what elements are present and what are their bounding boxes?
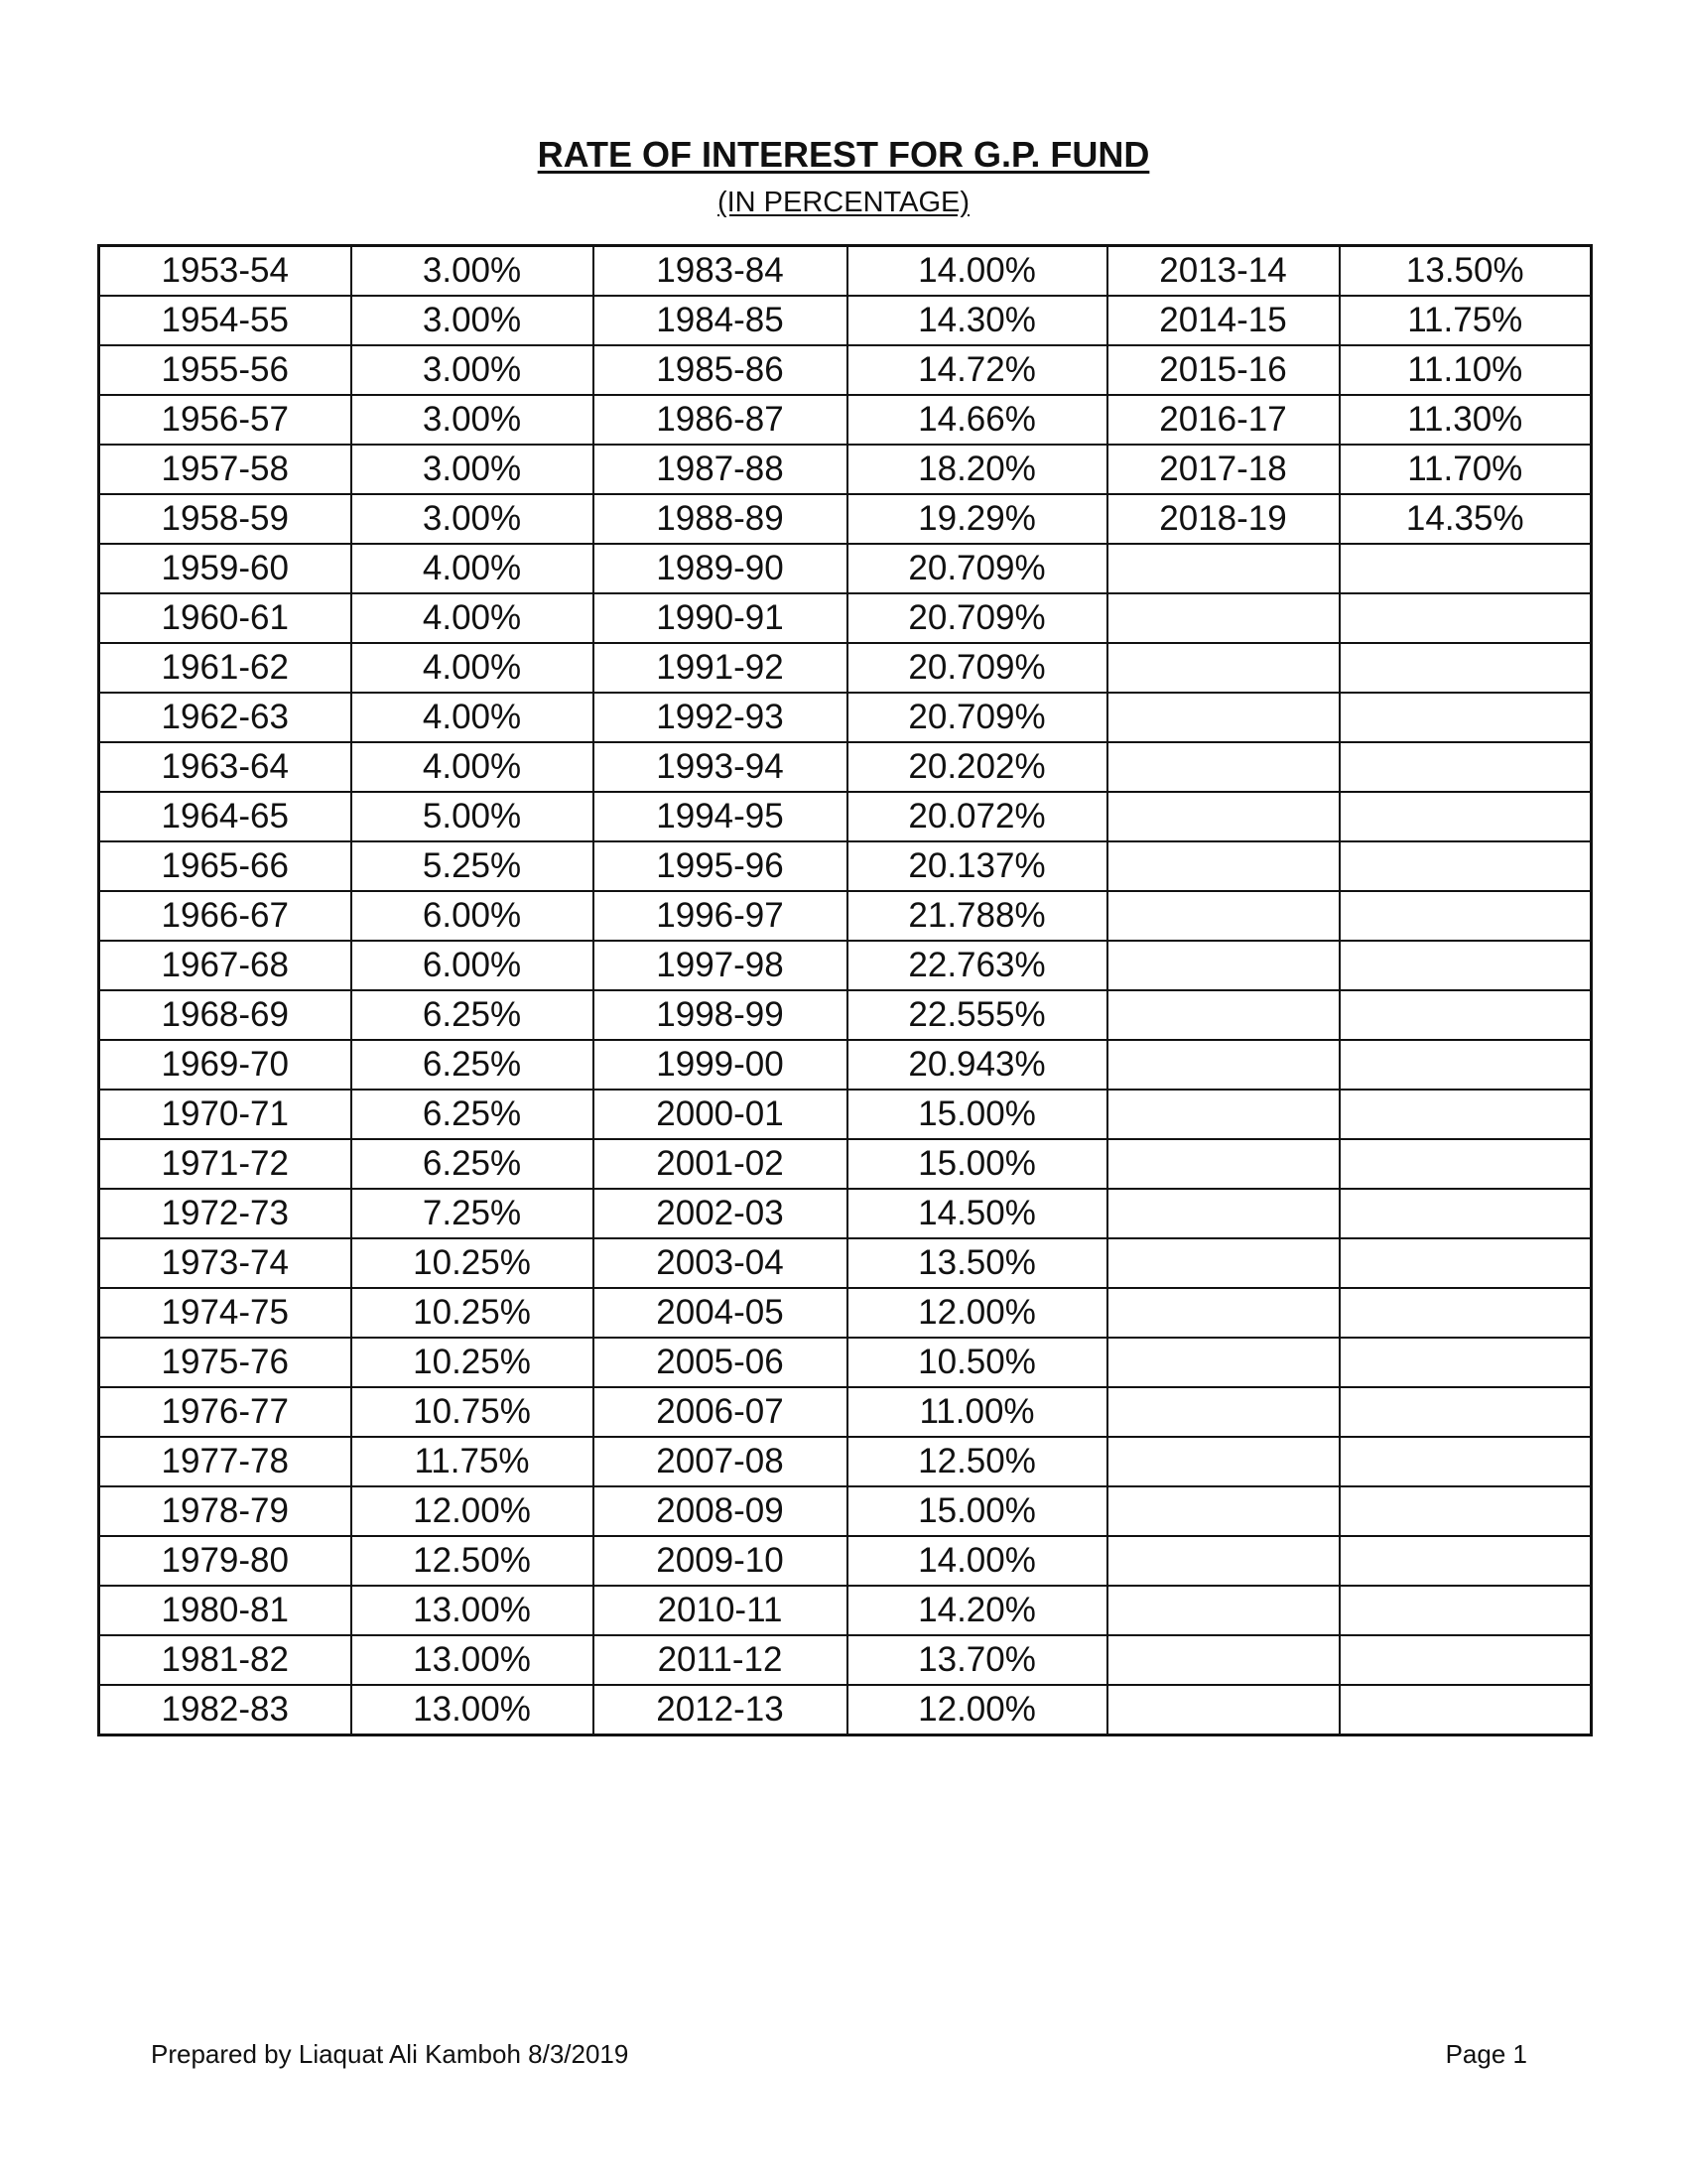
rate-cell: 6.25% (351, 1090, 593, 1139)
rate-cell: 18.20% (847, 445, 1107, 494)
rate-cell: 10.25% (351, 1238, 593, 1288)
year-cell: 1972-73 (99, 1189, 351, 1238)
rate-cell: 6.25% (351, 1139, 593, 1189)
rate-cell: 6.00% (351, 941, 593, 990)
table-row (99, 1536, 1592, 1586)
rate-cell: 20.709% (847, 593, 1107, 643)
year-cell: 1986-87 (593, 395, 847, 445)
rate-cell: 3.00% (351, 296, 593, 345)
year-cell: 1983-84 (593, 246, 847, 297)
year-cell (1107, 1437, 1340, 1486)
table-row (99, 494, 1592, 544)
rate-cell (1340, 1090, 1592, 1139)
rate-cell: 4.00% (351, 593, 593, 643)
rate-cell (1340, 1387, 1592, 1437)
rate-cell (1340, 941, 1592, 990)
rate-cell: 20.137% (847, 841, 1107, 891)
year-cell: 2013-14 (1107, 246, 1340, 297)
table-row (99, 1635, 1592, 1685)
year-cell (1107, 1189, 1340, 1238)
year-cell: 1993-94 (593, 742, 847, 792)
rate-cell (1340, 643, 1592, 693)
rate-cell: 12.00% (847, 1685, 1107, 1735)
table-row (99, 1685, 1592, 1735)
year-cell: 1964-65 (99, 792, 351, 841)
rate-cell: 10.50% (847, 1338, 1107, 1387)
rate-cell: 22.763% (847, 941, 1107, 990)
year-cell: 1966-67 (99, 891, 351, 941)
rate-cell: 14.00% (847, 246, 1107, 297)
year-cell (1107, 1288, 1340, 1338)
year-cell (1107, 1238, 1340, 1288)
year-cell (1107, 990, 1340, 1040)
table-row (99, 1387, 1592, 1437)
table-row (99, 1139, 1592, 1189)
rate-cell: 13.00% (351, 1685, 593, 1735)
year-cell: 1965-66 (99, 841, 351, 891)
year-cell: 1992-93 (593, 693, 847, 742)
rate-cell: 20.709% (847, 544, 1107, 593)
year-cell: 2010-11 (593, 1586, 847, 1635)
rate-cell (1340, 1635, 1592, 1685)
year-cell (1107, 1040, 1340, 1090)
year-cell (1107, 544, 1340, 593)
year-cell (1107, 1139, 1340, 1189)
year-cell: 2014-15 (1107, 296, 1340, 345)
table-row (99, 1288, 1592, 1338)
rate-cell: 5.00% (351, 792, 593, 841)
year-cell (1107, 742, 1340, 792)
rate-cell: 11.10% (1340, 345, 1592, 395)
year-cell: 1984-85 (593, 296, 847, 345)
table-row (99, 891, 1592, 941)
rate-cell: 14.20% (847, 1586, 1107, 1635)
rate-cell: 12.50% (847, 1437, 1107, 1486)
rate-cell: 5.25% (351, 841, 593, 891)
year-cell: 1971-72 (99, 1139, 351, 1189)
rate-cell (1340, 1685, 1592, 1735)
year-cell: 2003-04 (593, 1238, 847, 1288)
year-cell: 1973-74 (99, 1238, 351, 1288)
year-cell: 2016-17 (1107, 395, 1340, 445)
year-cell: 1974-75 (99, 1288, 351, 1338)
year-cell: 2012-13 (593, 1685, 847, 1735)
year-cell: 1959-60 (99, 544, 351, 593)
table-row (99, 643, 1592, 693)
rate-cell (1340, 792, 1592, 841)
rate-cell (1340, 1338, 1592, 1387)
table-row (99, 296, 1592, 345)
rate-cell: 22.555% (847, 990, 1107, 1040)
rate-cell (1340, 1189, 1592, 1238)
year-cell: 1962-63 (99, 693, 351, 742)
year-cell: 1967-68 (99, 941, 351, 990)
table-row (99, 1090, 1592, 1139)
year-cell (1107, 941, 1340, 990)
rate-cell (1340, 1586, 1592, 1635)
table-row (99, 1586, 1592, 1635)
rate-cell: 11.00% (847, 1387, 1107, 1437)
year-cell: 1957-58 (99, 445, 351, 494)
year-cell: 2005-06 (593, 1338, 847, 1387)
rate-cell: 4.00% (351, 742, 593, 792)
year-cell: 1980-81 (99, 1586, 351, 1635)
table-row (99, 593, 1592, 643)
year-cell: 2018-19 (1107, 494, 1340, 544)
table-row (99, 742, 1592, 792)
table-row (99, 395, 1592, 445)
rate-cell: 12.00% (847, 1288, 1107, 1338)
year-cell: 1955-56 (99, 345, 351, 395)
year-cell: 2009-10 (593, 1536, 847, 1586)
year-cell: 1958-59 (99, 494, 351, 544)
rate-cell: 14.35% (1340, 494, 1592, 544)
table-row (99, 841, 1592, 891)
rate-cell: 11.75% (1340, 296, 1592, 345)
rate-cell: 10.25% (351, 1288, 593, 1338)
year-cell: 1991-92 (593, 643, 847, 693)
rate-cell: 10.75% (351, 1387, 593, 1437)
rate-cell (1340, 1139, 1592, 1189)
table-row (99, 1189, 1592, 1238)
year-cell: 1963-64 (99, 742, 351, 792)
table-row (99, 693, 1592, 742)
year-cell (1107, 1486, 1340, 1536)
table-row (99, 1437, 1592, 1486)
year-cell: 1975-76 (99, 1338, 351, 1387)
rate-cell (1340, 841, 1592, 891)
rate-cell: 3.00% (351, 445, 593, 494)
rate-cell: 12.50% (351, 1536, 593, 1586)
table-row (99, 246, 1592, 297)
year-cell: 1999-00 (593, 1040, 847, 1090)
year-cell (1107, 1635, 1340, 1685)
table-row (99, 544, 1592, 593)
rate-cell (1340, 1437, 1592, 1486)
rate-cell: 20.709% (847, 643, 1107, 693)
table-row (99, 445, 1592, 494)
rate-cell: 15.00% (847, 1139, 1107, 1189)
rate-cell: 13.70% (847, 1635, 1107, 1685)
rate-cell: 14.50% (847, 1189, 1107, 1238)
rate-cell: 20.202% (847, 742, 1107, 792)
rate-cell: 19.29% (847, 494, 1107, 544)
table-row (99, 1040, 1592, 1090)
footer-page-number: Page 1 (1445, 2039, 1527, 2069)
rate-cell: 6.25% (351, 1040, 593, 1090)
rate-cell: 14.00% (847, 1536, 1107, 1586)
rate-cell (1340, 593, 1592, 643)
rate-cell: 13.00% (351, 1635, 593, 1685)
year-cell (1107, 593, 1340, 643)
rate-cell: 7.25% (351, 1189, 593, 1238)
year-cell: 1995-96 (593, 841, 847, 891)
rate-cell (1340, 1040, 1592, 1090)
rate-cell: 3.00% (351, 345, 593, 395)
year-cell (1107, 792, 1340, 841)
year-cell: 2015-16 (1107, 345, 1340, 395)
rate-cell (1340, 990, 1592, 1040)
year-cell: 1953-54 (99, 246, 351, 297)
rate-cell (1340, 693, 1592, 742)
rate-cell: 14.30% (847, 296, 1107, 345)
year-cell: 1990-91 (593, 593, 847, 643)
rate-cell: 14.72% (847, 345, 1107, 395)
interest-rate-table (97, 244, 1593, 1736)
year-cell: 2008-09 (593, 1486, 847, 1536)
rate-cell (1340, 1238, 1592, 1288)
year-cell: 1997-98 (593, 941, 847, 990)
year-cell: 1982-83 (99, 1685, 351, 1735)
year-cell: 1996-97 (593, 891, 847, 941)
page-subtitle: (IN PERCENTAGE) (716, 187, 971, 218)
year-cell (1107, 1387, 1340, 1437)
rate-cell: 13.50% (1340, 246, 1592, 297)
rate-cell (1340, 1288, 1592, 1338)
year-cell: 1979-80 (99, 1536, 351, 1586)
rate-cell: 12.00% (351, 1486, 593, 1536)
rate-cell: 3.00% (351, 395, 593, 445)
year-cell (1107, 841, 1340, 891)
year-cell: 1988-89 (593, 494, 847, 544)
rate-cell (1340, 891, 1592, 941)
year-cell (1107, 1586, 1340, 1635)
rate-cell: 4.00% (351, 693, 593, 742)
rate-cell: 4.00% (351, 643, 593, 693)
rate-cell: 13.00% (351, 1586, 593, 1635)
rate-cell: 14.66% (847, 395, 1107, 445)
year-cell: 1978-79 (99, 1486, 351, 1536)
page-title: RATE OF INTEREST FOR G.P. FUND (537, 134, 1150, 175)
year-cell: 1954-55 (99, 296, 351, 345)
table-row (99, 1486, 1592, 1536)
year-cell: 1961-62 (99, 643, 351, 693)
year-cell: 2004-05 (593, 1288, 847, 1338)
rate-cell: 13.50% (847, 1238, 1107, 1288)
rate-cell: 10.25% (351, 1338, 593, 1387)
year-cell: 2017-18 (1107, 445, 1340, 494)
year-cell: 1989-90 (593, 544, 847, 593)
year-cell: 1960-61 (99, 593, 351, 643)
footer-prepared-by: Prepared by Liaquat Ali Kamboh 8/3/2019 (151, 2039, 629, 2069)
year-cell: 1968-69 (99, 990, 351, 1040)
table-row (99, 1338, 1592, 1387)
table-row (99, 941, 1592, 990)
year-cell: 1976-77 (99, 1387, 351, 1437)
year-cell: 1985-86 (593, 345, 847, 395)
table-row (99, 1238, 1592, 1288)
rate-cell: 21.788% (847, 891, 1107, 941)
rate-cell: 3.00% (351, 494, 593, 544)
rate-cell: 11.75% (351, 1437, 593, 1486)
year-cell (1107, 1090, 1340, 1139)
rate-cell: 15.00% (847, 1486, 1107, 1536)
year-cell (1107, 1685, 1340, 1735)
year-cell: 2011-12 (593, 1635, 847, 1685)
table-body (99, 246, 1592, 1735)
table-row (99, 345, 1592, 395)
year-cell: 2007-08 (593, 1437, 847, 1486)
rate-cell: 4.00% (351, 544, 593, 593)
rate-cell (1340, 1486, 1592, 1536)
table-row (99, 990, 1592, 1040)
table-row (99, 792, 1592, 841)
year-cell (1107, 643, 1340, 693)
rate-cell: 15.00% (847, 1090, 1107, 1139)
rate-cell (1340, 1536, 1592, 1586)
year-cell: 1998-99 (593, 990, 847, 1040)
rate-cell: 6.00% (351, 891, 593, 941)
year-cell (1107, 1338, 1340, 1387)
year-cell: 2000-01 (593, 1090, 847, 1139)
year-cell: 2006-07 (593, 1387, 847, 1437)
year-cell: 1956-57 (99, 395, 351, 445)
year-cell: 2002-03 (593, 1189, 847, 1238)
year-cell (1107, 891, 1340, 941)
year-cell: 1970-71 (99, 1090, 351, 1139)
year-cell: 1977-78 (99, 1437, 351, 1486)
year-cell: 1994-95 (593, 792, 847, 841)
year-cell: 1987-88 (593, 445, 847, 494)
rate-cell: 20.709% (847, 693, 1107, 742)
year-cell (1107, 693, 1340, 742)
year-cell: 1981-82 (99, 1635, 351, 1685)
rate-cell: 3.00% (351, 246, 593, 297)
year-cell: 2001-02 (593, 1139, 847, 1189)
rate-cell: 20.943% (847, 1040, 1107, 1090)
rate-cell: 11.70% (1340, 445, 1592, 494)
rate-cell (1340, 544, 1592, 593)
year-cell (1107, 1536, 1340, 1586)
rate-cell: 6.25% (351, 990, 593, 1040)
rate-cell: 20.072% (847, 792, 1107, 841)
rate-cell (1340, 742, 1592, 792)
year-cell: 1969-70 (99, 1040, 351, 1090)
rate-cell: 11.30% (1340, 395, 1592, 445)
